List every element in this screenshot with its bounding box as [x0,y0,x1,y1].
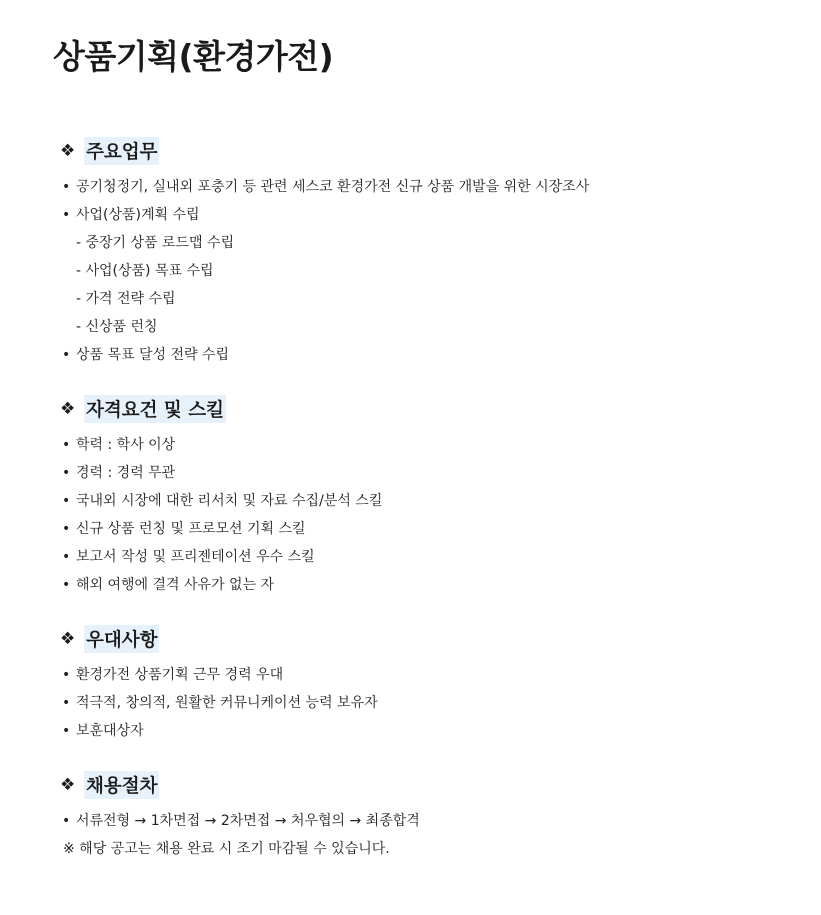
bullet-icon: • [62,437,71,453]
bullet-icon: • [62,723,71,739]
list-item [60,201,800,229]
section-process [60,771,800,863]
bullet-icon: • [62,179,71,195]
section-heading-process [60,771,800,799]
section-requirements [60,395,800,599]
list-item [60,661,800,689]
list-item-text: 서류전형 → 1차면접 → 2차면접 → 처우협의 → 최종합격 [76,813,420,829]
sub-list-item: - 중장기 상품 로드맵 수립 [76,235,235,251]
bullet-icon: • [62,695,71,711]
list-item [60,807,800,835]
section-duties [60,137,800,369]
list-item-text: 국내외 시장에 대한 리서치 및 자료 수집/분석 스킬 [76,493,383,509]
diamond-icon: ❖ [60,774,76,795]
list-item [60,515,800,543]
sub-list-item: - 신상품 런칭 [76,319,158,335]
section-preferred [60,625,800,745]
page-title: 상품기획(환경가전) [53,37,334,76]
list-item [60,487,800,515]
list-item [60,717,800,745]
list-item-text: 경력 : 경력 무관 [76,465,176,481]
bullet-icon: • [62,813,71,829]
diamond-icon: ❖ [60,398,76,419]
bullet-icon: • [62,347,71,363]
list-item-text: 공기청정기, 실내외 포충기 등 관련 세스코 환경가전 신규 상품 개발을 위한 시장조사 [76,179,590,195]
sub-list-item: - 가격 전략 수립 [76,291,176,307]
bullet-icon: • [62,577,71,593]
bullet-icon: • [62,493,71,509]
list-item-text: 신규 상품 런칭 및 프로모션 기획 스킬 [76,521,306,537]
sub-list-item: - 사업(상품) 목표 수립 [76,263,214,279]
section-heading-duties [60,137,800,165]
section-heading-requirements [60,395,800,423]
list-item-text: 사업(상품)계획 수립 [76,207,200,223]
list-item-text: 상품 목표 달성 전략 수립 [76,347,230,363]
list-item-text: 적극적, 창의적, 원활한 커뮤니케이션 능력 보유자 [76,695,378,711]
list-item-text: 학력 : 학사 이상 [76,437,176,453]
list-item [60,571,800,599]
list-item-text: 보고서 작성 및 프리젠테이션 우수 스킬 [76,549,315,565]
bullet-icon: • [62,549,71,565]
bullet-icon: • [62,667,71,683]
list-item-text: 보훈대상자 [76,723,144,739]
heading-text: 우대사항 [84,625,159,653]
bullet-icon: • [62,207,71,223]
heading-text: 채용절차 [84,771,159,799]
list-item [60,341,800,369]
list-item [60,689,800,717]
bullet-icon: • [62,465,71,481]
list-item-text: 환경가전 상품기획 근무 경력 우대 [76,667,284,683]
list-item-text: 해외 여행에 결격 사유가 없는 자 [76,577,275,593]
diamond-icon: ❖ [60,140,76,161]
diamond-icon: ❖ [60,628,76,649]
notice-text: ※ 해당 공고는 채용 완료 시 조기 마감될 수 있습니다. [63,841,390,857]
section-heading-preferred [60,625,800,653]
heading-text: 자격요건 및 스킬 [84,395,226,423]
list-item [60,543,800,571]
heading-text: 주요업무 [84,137,159,165]
bullet-icon: • [62,521,71,537]
list-item [60,431,800,459]
list-item [60,459,800,487]
list-item [60,173,800,201]
